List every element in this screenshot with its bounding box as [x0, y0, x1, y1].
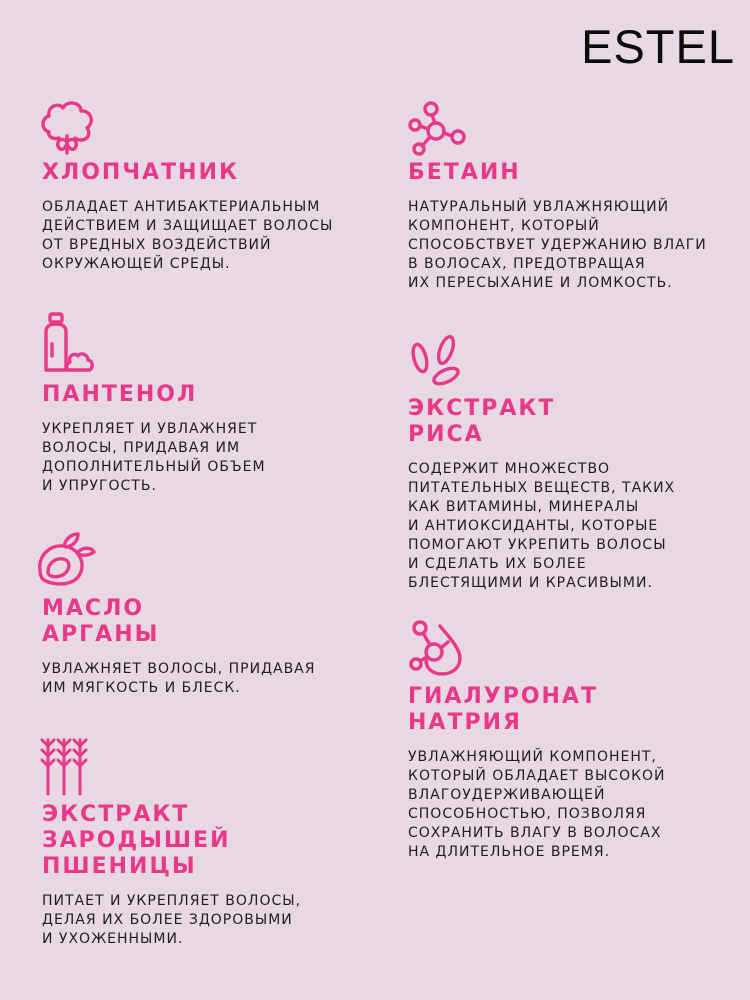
description-line: И УПРУГОСТЬ.: [42, 478, 157, 494]
title-line: РИСА: [408, 422, 484, 447]
ingredient-title: [408, 684, 738, 736]
description-line: УВЛАЖНЯЮЩИЙ КОМПОНЕНТ,: [408, 749, 657, 765]
title-line: ХЛОПЧАТНИК: [42, 160, 239, 185]
ingredient-hyaluronate: [408, 618, 738, 862]
cotton-icon: [37, 98, 382, 160]
ingredient-description: [408, 460, 738, 593]
description-line: ДЕЛАЯ ИХ БОЛЕЕ ЗДОРОВЫМИ: [42, 912, 293, 928]
ingredient-description: [42, 420, 382, 496]
description-line: ОБЛАДАЕТ АНТИБАКТЕРИАЛЬНЫМ: [42, 199, 321, 215]
description-line: ИМ МЯГКОСТЬ И БЛЕСК.: [42, 680, 241, 696]
ingredient-wheat: [42, 732, 382, 949]
description-line: КОТОРЫЙ ОБЛАДАЕТ ВЫСОКОЙ: [408, 768, 666, 784]
brand-logo: ESTEL: [581, 20, 735, 73]
ingredient-description: [408, 748, 738, 862]
ingredient-title: [42, 596, 382, 648]
description-line: НА ДЛИТЕЛЬНОЕ ВРЕМЯ.: [408, 844, 611, 860]
description-line: ПОМОГАЮТ УКРЕПИТЬ ВОЛОСЫ: [408, 537, 667, 553]
title-line: АРГАНЫ: [42, 622, 160, 647]
description-line: КАК ВИТАМИНЫ, МИНЕРАЛЫ: [408, 499, 640, 515]
bottle-icon: [42, 310, 382, 378]
description-line: УКРЕПЛЯЕТ И УВЛАЖНЯЕТ: [42, 421, 258, 437]
ingredient-rice: [408, 328, 738, 593]
molecule-icon: [408, 98, 738, 160]
description-line: ДОПОЛНИТЕЛЬНЫЙ ОБЪЕМ: [42, 459, 266, 475]
description-line: И СДЕЛАТЬ ИХ БОЛЕЕ: [408, 556, 587, 572]
ingredient-description: [42, 198, 382, 274]
title-line: ЭКСТРАКТ: [42, 802, 190, 827]
description-line: ОТ ВРЕДНЫХ ВОЗДЕЙСТВИЙ: [42, 237, 272, 253]
argan-icon: [34, 530, 382, 590]
description-line: СОХРАНИТЬ ВЛАГУ В ВОЛОСАХ: [408, 825, 662, 841]
title-line: ЗАРОДЫШЕЙ: [42, 828, 231, 853]
title-line: БЕТАИН: [408, 160, 521, 185]
description-line: ВОЛОСЫ, ПРИДАВАЯ ИМ: [42, 440, 241, 456]
description-line: ДЕЙСТВИЕМ И ЗАЩИЩАЕТ ВОЛОСЫ: [42, 218, 334, 234]
description-line: КОМПОНЕНТ, КОТОРЫЙ: [408, 218, 600, 234]
description-line: ОКРУЖАЮЩЕЙ СРЕДЫ.: [42, 256, 231, 272]
description-line: ПИТАЕТ И УКРЕПЛЯЕТ ВОЛОСЫ,: [42, 893, 302, 909]
description-line: БЛЕСТЯЩИМИ И КРАСИВЫМИ.: [408, 575, 653, 591]
description-line: УВЛАЖНЯЕТ ВОЛОСЫ, ПРИДАВАЯ: [42, 661, 316, 677]
ingredient-title: [408, 396, 738, 448]
title-line: МАСЛО: [42, 596, 145, 621]
title-line: ГИАЛУРОНАТ: [408, 684, 598, 709]
ingredient-description: [42, 892, 382, 949]
wheat-icon: [38, 732, 382, 798]
ingredient-argan: [42, 530, 382, 698]
description-line: СОДЕРЖИТ МНОЖЕСТВО: [408, 461, 611, 477]
description-line: НАТУРАЛЬНЫЙ УВЛАЖНЯЮЩИЙ: [408, 199, 670, 215]
description-line: СПОСОБСТВУЕТ УДЕРЖАНИЮ ВЛАГИ: [408, 237, 707, 253]
title-line: ПАНТЕНОЛ: [42, 382, 198, 407]
ingredient-title: [42, 802, 382, 880]
hyaluronate-icon: [408, 618, 738, 680]
description-line: СПОСОБНОСТЬЮ, ПОЗВОЛЯЯ: [408, 806, 647, 822]
description-line: И АНТИОКСИДАНТЫ, КОТОРЫЕ: [408, 518, 659, 534]
description-line: ИХ ПЕРЕСЫХАНИЕ И ЛОМКОСТЬ.: [408, 275, 673, 291]
ingredient-description: [408, 198, 738, 293]
ingredient-betaine: [408, 98, 738, 293]
ingredient-title: [408, 160, 738, 186]
ingredient-title: [42, 382, 382, 408]
ingredient-cotton: [42, 98, 382, 274]
title-line: ЭКСТРАКТ: [408, 396, 556, 421]
ingredient-title: [42, 160, 382, 186]
rice-icon: [408, 328, 738, 390]
description-line: ПИТАТЕЛЬНЫХ ВЕЩЕСТВ, ТАКИХ: [408, 480, 676, 496]
title-line: НАТРИЯ: [408, 710, 522, 735]
description-line: ВЛАГОУДЕРЖИВАЮЩЕЙ: [408, 787, 606, 803]
ingredient-panthenol: [42, 310, 382, 496]
description-line: В ВОЛОСАХ, ПРЕДОТВРАЩАЯ: [408, 256, 646, 272]
ingredient-description: [42, 660, 382, 698]
description-line: И УХОЖЕННЫМИ.: [42, 931, 184, 947]
title-line: ПШЕНИЦЫ: [42, 854, 197, 879]
